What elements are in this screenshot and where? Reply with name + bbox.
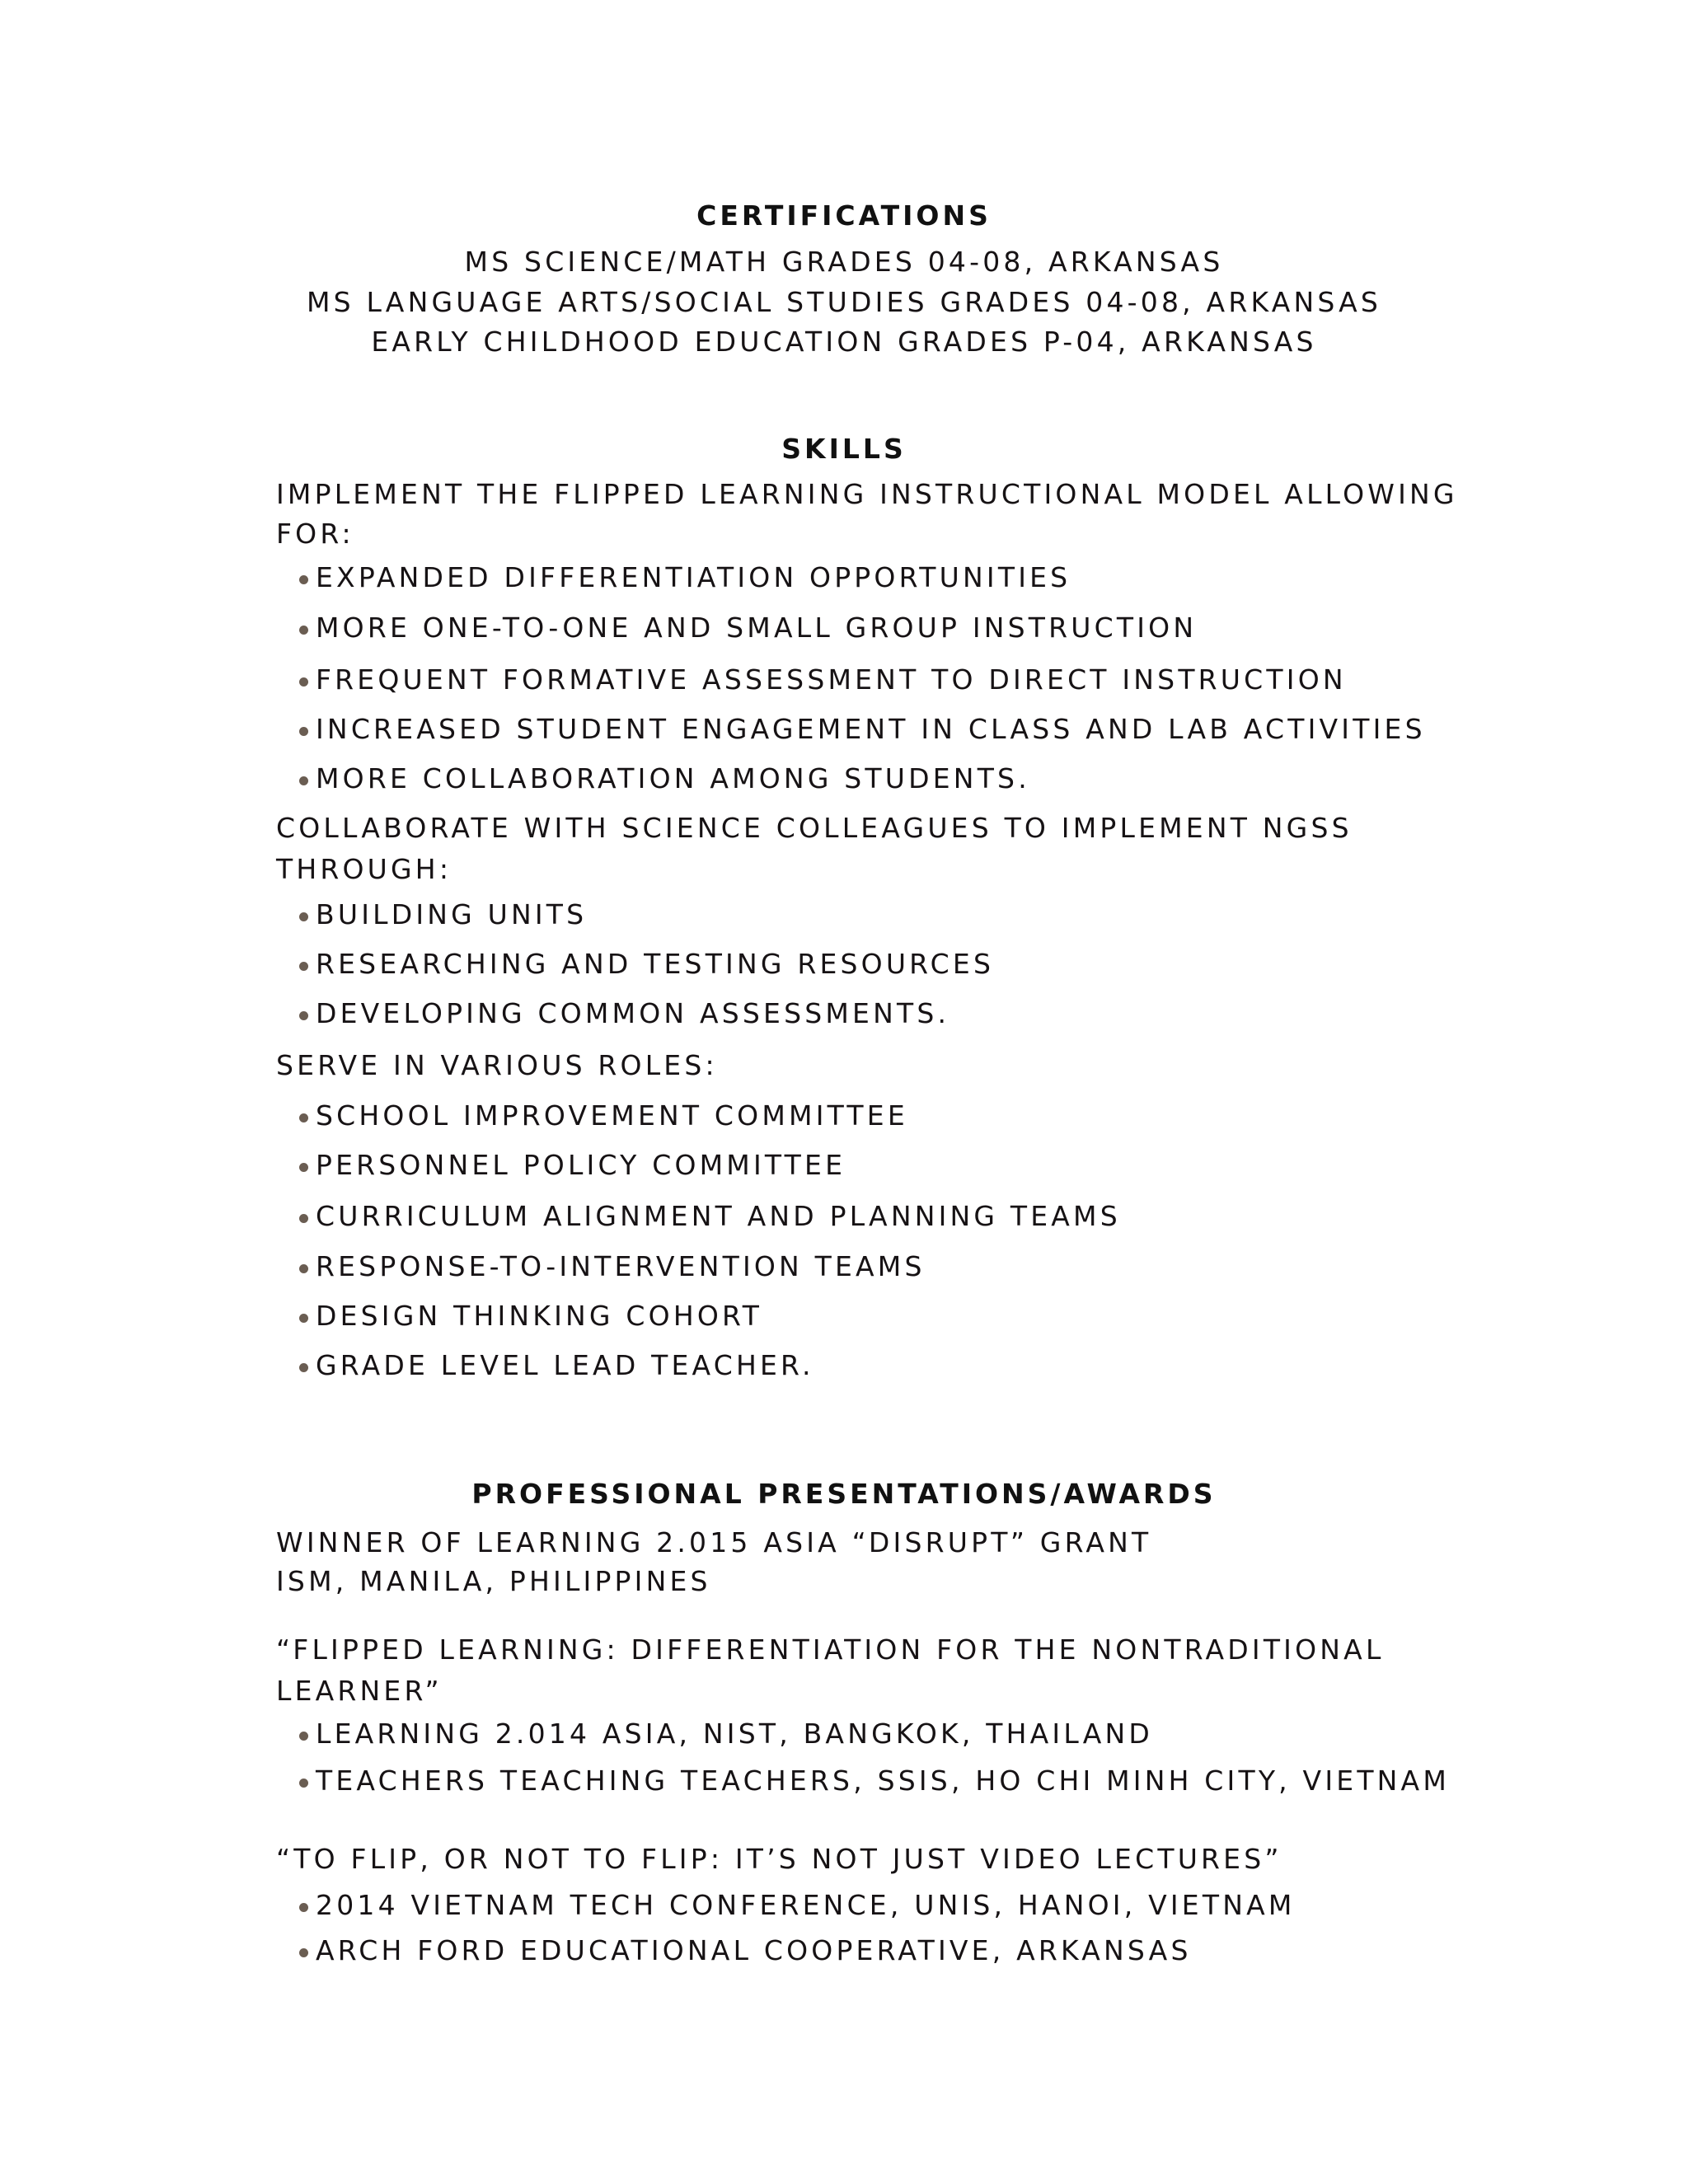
bullet-icon <box>299 1113 308 1122</box>
bullet-icon <box>299 962 308 971</box>
bullet-icon <box>299 626 308 635</box>
bullet-icon <box>299 727 308 736</box>
bullet-icon <box>299 677 308 687</box>
list-item: PERSONNEL POLICY COMMITTEE <box>299 1147 846 1183</box>
presentations-heading: PROFESSIONAL PRESENTATIONS/AWARDS <box>471 1478 1217 1510</box>
list-item: SCHOOL IMPROVEMENT COMMITTEE <box>299 1098 908 1134</box>
list-item: EXPANDED DIFFERENTIATION OPPORTUNITIES <box>299 560 1071 596</box>
certification-item: EARLY CHILDHOOD EDUCATION GRADES P-04, ARKANSAS <box>371 326 1317 358</box>
bullet-icon <box>299 575 308 584</box>
bullet-icon <box>299 1363 308 1372</box>
bullet-icon <box>299 1264 308 1273</box>
bullet-icon <box>299 776 308 785</box>
list-item: TEACHERS TEACHING TEACHERS, SSIS, HO CHI MINH CITY, VIETNAM <box>299 1763 1450 1799</box>
bullet-icon <box>299 1948 308 1957</box>
skills-heading: SKILLS <box>781 433 907 465</box>
skills-intro-flipped: IMPLEMENT THE FLIPPED LEARNING INSTRUCTIONAL MODEL ALLOWING <box>276 478 1458 510</box>
list-item: DEVELOPING COMMON ASSESSMENTS. <box>299 996 950 1032</box>
bullet-icon <box>299 1163 308 1172</box>
list-item: INCREASED STUDENT ENGAGEMENT IN CLASS AND LAB ACTIVITIES <box>299 711 1426 748</box>
list-item: RESPONSE-TO-INTERVENTION TEAMS <box>299 1249 926 1285</box>
bullet-icon <box>299 1214 308 1223</box>
award-location: ISM, MANILA, PHILIPPINES <box>276 1565 711 1597</box>
skills-intro-roles: SERVE IN VARIOUS ROLES: <box>276 1049 718 1081</box>
list-item: GRADE LEVEL LEAD TEACHER. <box>299 1347 814 1384</box>
talk-title-cont: LEARNER” <box>276 1675 443 1707</box>
list-item: 2014 VIETNAM TECH CONFERENCE, UNIS, HANOI, VIETNAM <box>299 1887 1296 1924</box>
list-item: LEARNING 2.014 ASIA, NIST, BANGKOK, THAILAND <box>299 1716 1153 1752</box>
bullet-icon <box>299 1314 308 1323</box>
certification-item: MS LANGUAGE ARTS/SOCIAL STUDIES GRADES 04-08, ARKANSAS <box>306 286 1382 318</box>
bullet-icon <box>299 1779 308 1788</box>
talk-title: “FLIPPED LEARNING: DIFFERENTIATION FOR THE NONTRADITIONAL <box>276 1633 1385 1666</box>
skills-intro-ngss: COLLABORATE WITH SCIENCE COLLEAGUES TO IMPLEMENT NGSS <box>276 812 1353 844</box>
bullet-icon <box>299 1011 308 1020</box>
bullet-icon <box>299 1903 308 1912</box>
talk-title: “TO FLIP, OR NOT TO FLIP: IT’S NOT JUST VIDEO LECTURES” <box>276 1843 1282 1875</box>
list-item: FREQUENT FORMATIVE ASSESSMENT TO DIRECT INSTRUCTION <box>299 662 1347 698</box>
skills-intro-flipped-cont: FOR: <box>276 518 354 550</box>
bullet-icon <box>299 912 308 921</box>
certifications-heading: CERTIFICATIONS <box>696 199 992 232</box>
list-item: MORE COLLABORATION AMONG STUDENTS. <box>299 761 1030 797</box>
bullet-icon <box>299 1732 308 1741</box>
certification-item: MS SCIENCE/MATH GRADES 04-08, ARKANSAS <box>464 246 1224 278</box>
list-item: DESIGN THINKING COHORT <box>299 1298 762 1334</box>
list-item: RESEARCHING AND TESTING RESOURCES <box>299 946 994 982</box>
list-item: ARCH FORD EDUCATIONAL COOPERATIVE, ARKANSAS <box>299 1933 1192 1969</box>
list-item: MORE ONE-TO-ONE AND SMALL GROUP INSTRUCTION <box>299 610 1197 646</box>
skills-intro-ngss-cont: THROUGH: <box>276 853 452 885</box>
list-item: BUILDING UNITS <box>299 897 587 933</box>
list-item: CURRICULUM ALIGNMENT AND PLANNING TEAMS <box>299 1198 1121 1235</box>
award-title: WINNER OF LEARNING 2.015 ASIA “DISRUPT” GRANT <box>276 1526 1152 1558</box>
